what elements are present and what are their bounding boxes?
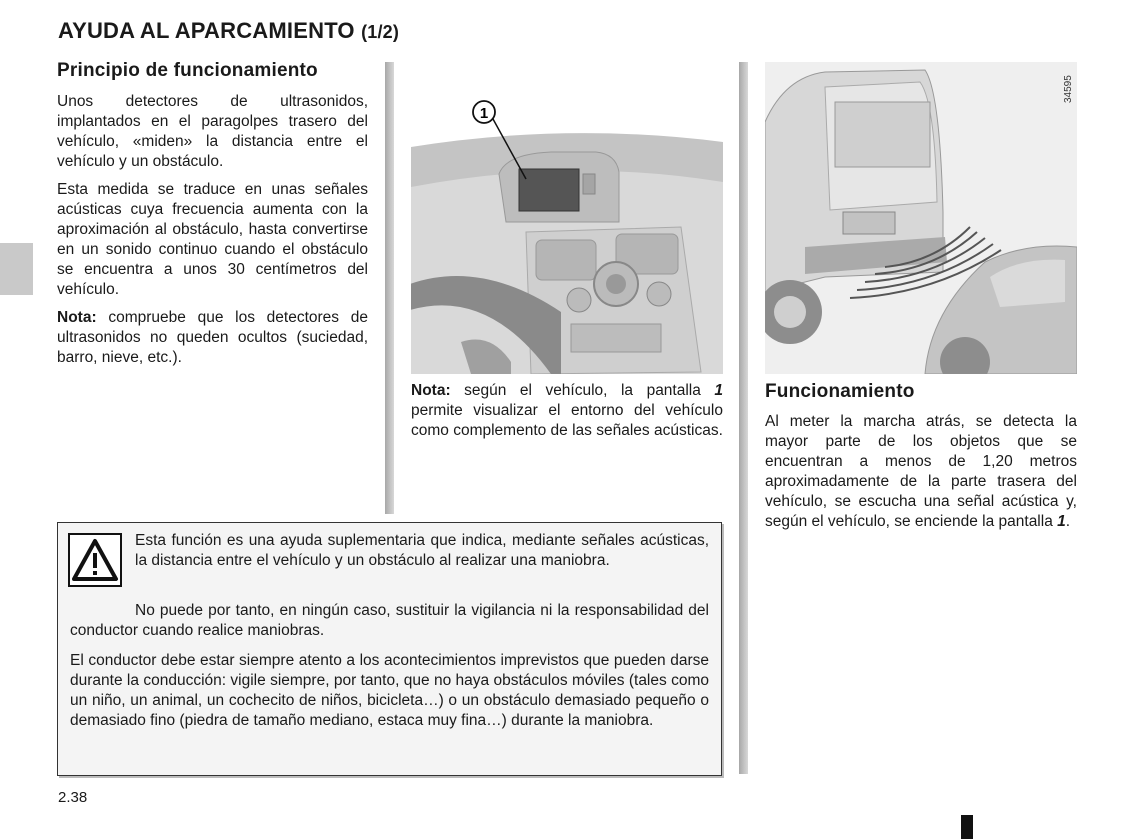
warning-box xyxy=(57,522,722,776)
warning-paragraph-2: No puede por tanto, en ningún caso, sustituir la vigilancia ni la responsabilidad del conductor cuando realice maniobras. xyxy=(70,602,709,639)
paragraph-nota-detectores: Nota: compruebe que los detectores de ultrasonidos no queden ocultos (suciedad, barro, nieve, etc.). xyxy=(57,309,368,366)
paragraph-detectores: Unos detectores de ultrasonidos, implantados en el paragolpes trasero del vehículo, «miden» la distancia entre el vehículo y un obstáculo. xyxy=(57,93,368,170)
figure-code: 34595 xyxy=(1063,75,1074,103)
page-title: AYUDA AL APARCAMIENTO (1/2) xyxy=(58,18,400,43)
warning-paragraph-1: Esta función es una ayuda suplementaria que indica, mediante señales acústicas, la distancia entre el vehículo y un obstáculo al realizar una maniobra. xyxy=(135,532,709,569)
page-edge-marker xyxy=(961,815,973,839)
van-rear-illustration xyxy=(765,62,1077,374)
callout-number: 1 xyxy=(479,105,489,122)
warning-triangle-icon xyxy=(68,533,122,587)
van-drawing xyxy=(765,62,1077,374)
column-divider xyxy=(739,62,748,774)
paragraph-medida: Esta medida se traduce en unas señales acústicas cuya frecuencia aumenta con la aproximación al obstáculo, hasta convertirse en un sonido continuo cuando el obstáculo se encuentra a unos 30 centímetros del vehículo. xyxy=(57,181,368,298)
dashboard-illustration xyxy=(411,62,723,374)
page-number: 2.38 xyxy=(58,789,88,806)
dashboard-drawing xyxy=(411,62,723,374)
paragraph-nota-pantalla: Nota: según el vehículo, la pantalla 1 permite visualizar el entorno del vehículo como complemento de las señales acústicas. xyxy=(411,382,723,439)
chapter-tab xyxy=(0,243,33,295)
section-heading-principio: Principio de funcionamiento xyxy=(57,60,318,81)
column-divider xyxy=(385,62,394,514)
section-heading-funcionamiento: Funcionamiento xyxy=(765,381,915,402)
warning-paragraph-3: El conductor debe estar siempre atento a los acontecimientos imprevistos que pueden darse durante la conducción: vigile siempre, por tanto, que no haya obstáculos móviles (tales como un niño, un animal, un cochecito de niños, bicicleta…) o un obstáculo demasiado pequeño o demasiado fino (piedra de tamaño mediano, estaca muy fina…) durante la maniobra. xyxy=(70,652,709,729)
paragraph-funcionamiento: Al meter la marcha atrás, se detecta la mayor parte de los objetos que se encuentran a menos de 1,20 metros aproximadamente de la parte trasera del vehículo, se escucha una señal acústica y, según el vehículo, se enciende la pantalla 1. xyxy=(765,413,1077,530)
